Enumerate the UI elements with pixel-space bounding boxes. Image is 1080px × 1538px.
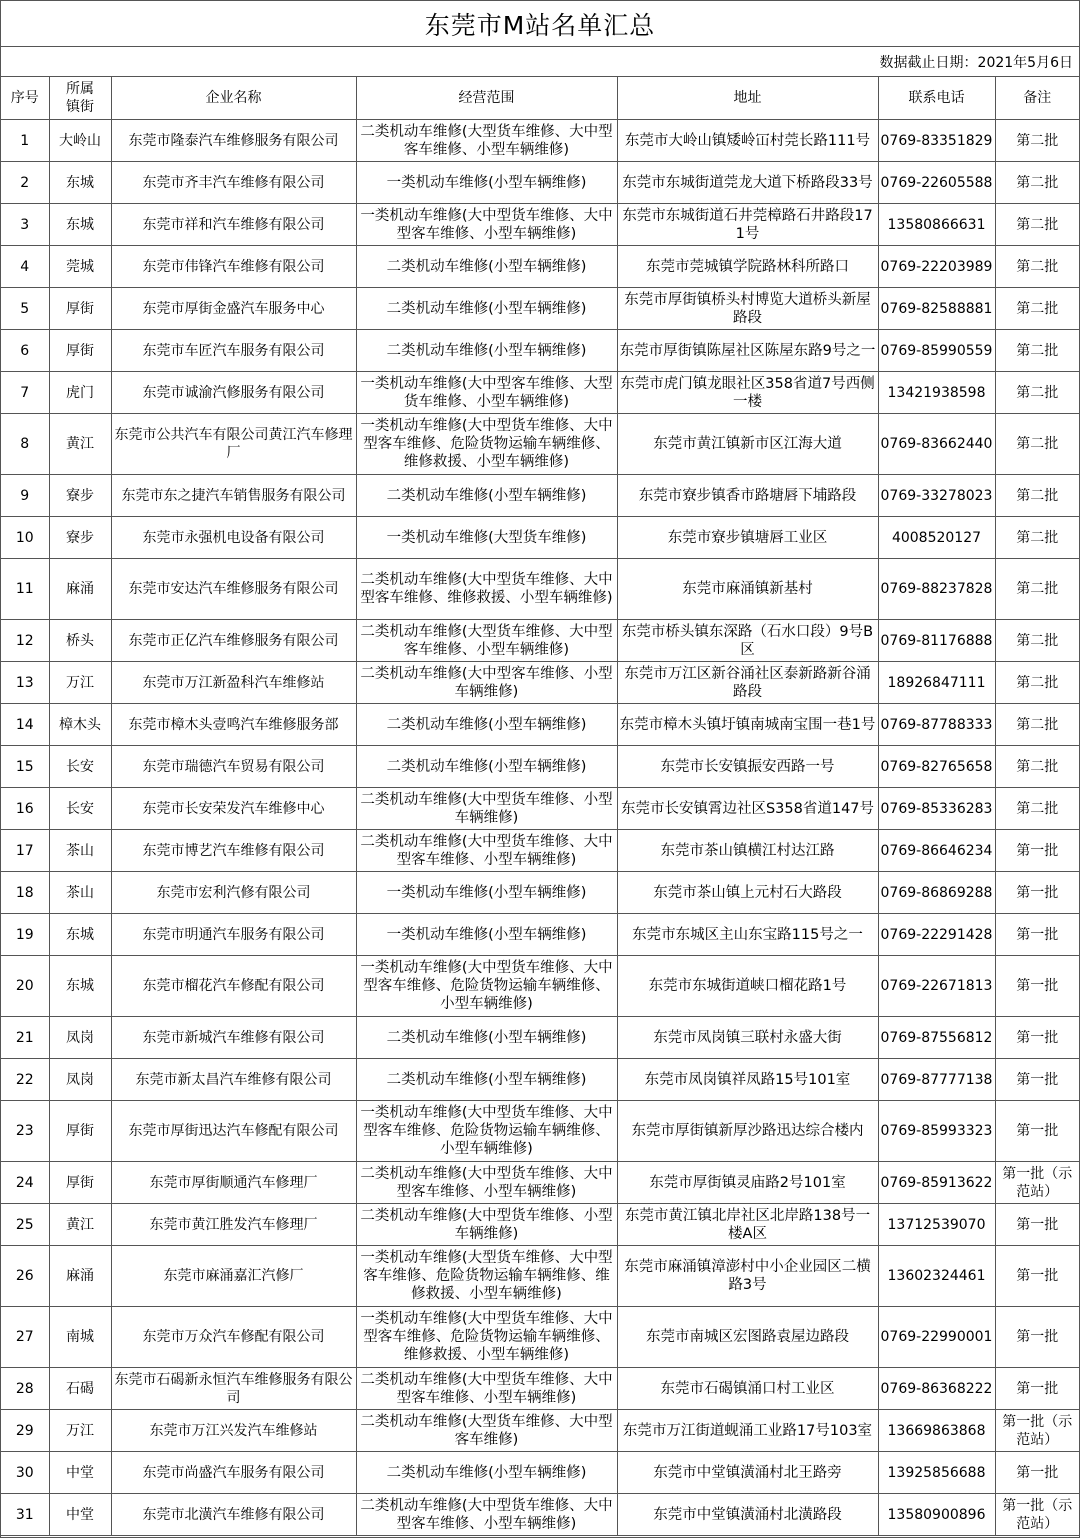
cell-address: 东莞市东城街道莞龙大道下桥路段33号 — [617, 162, 878, 204]
cell-address: 东莞市中堂镇潢涌村北王路旁 — [617, 1452, 878, 1494]
cell-name: 东莞市公共汽车有限公司黄江汽车修理厂 — [111, 414, 356, 475]
cell-note: 第二批 — [995, 372, 1079, 414]
cell-note: 第二批 — [995, 414, 1079, 475]
cell-address: 东莞市厚街镇桥头村博览大道桥头新屋路段 — [617, 288, 878, 330]
table-row — [1, 204, 1079, 246]
cell-town: 长安 — [49, 788, 111, 830]
cell-phone: 13712539070 — [878, 1204, 995, 1246]
cell-note: 第二批 — [995, 120, 1079, 162]
cell-note: 第一批 — [995, 1368, 1079, 1410]
table-row — [1, 372, 1079, 414]
cell-address: 东莞市长安镇霄边社区S358省道147号 — [617, 788, 878, 830]
cell-name: 东莞市万众汽车修配有限公司 — [111, 1307, 356, 1368]
cell-scope: 一类机动车维修(大中型货车维修、大中型客车维修、危险货物运输车辆维修、维修救援、小型车辆维修) — [356, 414, 617, 475]
cell-no: 17 — [1, 830, 49, 872]
cell-no: 31 — [1, 1494, 49, 1536]
cell-phone: 0769-83351829 — [878, 120, 995, 162]
cell-scope: 一类机动车维修(大中型货车维修、大中型客车维修、小型车辆维修) — [356, 204, 617, 246]
cell-phone: 18926847111 — [878, 662, 995, 704]
cell-name: 东莞市隆泰汽车维修服务有限公司 — [111, 120, 356, 162]
table-row — [1, 1204, 1079, 1246]
cell-address: 东莞市厚街镇新厚沙路迅达综合楼内 — [617, 1101, 878, 1162]
table-body — [1, 120, 1079, 1536]
cell-no: 23 — [1, 1101, 49, 1162]
cell-no: 9 — [1, 475, 49, 517]
cell-name: 东莞市永强机电设备有限公司 — [111, 517, 356, 559]
cell-phone: 0769-22203989 — [878, 246, 995, 288]
cell-address: 东莞市黄江镇新市区江海大道 — [617, 414, 878, 475]
cell-town: 中堂 — [49, 1452, 111, 1494]
cell-phone: 0769-86368222 — [878, 1368, 995, 1410]
cell-phone: 13421938598 — [878, 372, 995, 414]
cell-name: 东莞市瑞德汽车贸易有限公司 — [111, 746, 356, 788]
header-name: 企业名称 — [111, 77, 356, 120]
cell-no: 21 — [1, 1017, 49, 1059]
cell-note: 第一批 — [995, 872, 1079, 914]
header-no: 序号 — [1, 77, 49, 120]
cell-address: 东莞市南城区宏图路袁屋边路段 — [617, 1307, 878, 1368]
cell-town: 长安 — [49, 746, 111, 788]
cell-name: 东莞市尚盛汽车服务有限公司 — [111, 1452, 356, 1494]
cell-note: 第二批 — [995, 288, 1079, 330]
cell-scope: 二类机动车维修(小型车辆维修) — [356, 246, 617, 288]
table-row — [1, 1307, 1079, 1368]
station-table — [1, 77, 1079, 1536]
cell-scope: 二类机动车维修(小型车辆维修) — [356, 1452, 617, 1494]
cell-no: 1 — [1, 120, 49, 162]
cell-scope: 二类机动车维修(小型车辆维修) — [356, 704, 617, 746]
cell-town: 莞城 — [49, 246, 111, 288]
cell-no: 25 — [1, 1204, 49, 1246]
cell-address: 东莞市中堂镇潢涌村北潢路段 — [617, 1494, 878, 1536]
cell-address: 东莞市大岭山镇矮岭冚村莞长路111号 — [617, 120, 878, 162]
cell-scope: 二类机动车维修(大型货车维修、大中型客车维修) — [356, 1410, 617, 1452]
cell-no: 30 — [1, 1452, 49, 1494]
cell-town: 石碣 — [49, 1368, 111, 1410]
cell-phone: 13580866631 — [878, 204, 995, 246]
cell-phone: 0769-87788333 — [878, 704, 995, 746]
cell-town: 东城 — [49, 204, 111, 246]
cell-phone: 0769-22291428 — [878, 914, 995, 956]
cell-address: 东莞市厚街镇灵庙路2号101室 — [617, 1162, 878, 1204]
cell-name: 东莞市宏利汽修有限公司 — [111, 872, 356, 914]
cell-scope: 二类机动车维修(大型货车维修、大中型客车维修、小型车辆维修) — [356, 120, 617, 162]
cell-address: 东莞市石碣镇涌口村工业区 — [617, 1368, 878, 1410]
cell-scope: 二类机动车维修(大中型货车维修、小型车辆维修) — [356, 1204, 617, 1246]
cell-note: 第一批 — [995, 830, 1079, 872]
header-phone: 联系电话 — [878, 77, 995, 120]
cell-note: 第一批 — [995, 1101, 1079, 1162]
cell-town: 寮步 — [49, 475, 111, 517]
cell-no: 19 — [1, 914, 49, 956]
cell-note: 第二批 — [995, 559, 1079, 620]
cell-scope: 二类机动车维修(小型车辆维修) — [356, 288, 617, 330]
cell-town: 樟木头 — [49, 704, 111, 746]
cell-scope: 一类机动车维修(大中型货车维修、大中型客车维修、危险货物运输车辆维修、小型车辆维修) — [356, 1101, 617, 1162]
cell-phone: 13602324461 — [878, 1246, 995, 1307]
cell-address: 东莞市桥头镇东深路（石水口段）9号B区 — [617, 620, 878, 662]
cell-address: 东莞市万江街道蚬涌工业路17号103室 — [617, 1410, 878, 1452]
cell-no: 28 — [1, 1368, 49, 1410]
table-row — [1, 746, 1079, 788]
cell-scope: 二类机动车维修(小型车辆维修) — [356, 475, 617, 517]
cell-scope: 二类机动车维修(小型车辆维修) — [356, 1017, 617, 1059]
table-row — [1, 1162, 1079, 1204]
cell-scope: 一类机动车维修(小型车辆维修) — [356, 162, 617, 204]
cell-scope: 一类机动车维修(大中型客车维修、大型货车维修、小型车辆维修) — [356, 372, 617, 414]
cell-no: 13 — [1, 662, 49, 704]
cell-town: 茶山 — [49, 872, 111, 914]
cell-phone: 0769-82765658 — [878, 746, 995, 788]
cell-no: 7 — [1, 372, 49, 414]
table-row — [1, 788, 1079, 830]
cell-name: 东莞市伟锋汽车维修有限公司 — [111, 246, 356, 288]
cell-scope: 二类机动车维修(小型车辆维修) — [356, 330, 617, 372]
cell-scope: 一类机动车维修(大中型货车维修、大中型客车维修、危险货物运输车辆维修、维修救援、小型车辆维修) — [356, 1307, 617, 1368]
cell-name: 东莞市博艺汽车维修有限公司 — [111, 830, 356, 872]
table-row — [1, 559, 1079, 620]
cell-town: 凤岗 — [49, 1059, 111, 1101]
table-row — [1, 1494, 1079, 1536]
cell-note: 第一批（示范站） — [995, 1494, 1079, 1536]
cell-note: 第二批 — [995, 704, 1079, 746]
cell-address: 东莞市麻涌镇新基村 — [617, 559, 878, 620]
cell-no: 5 — [1, 288, 49, 330]
cell-no: 2 — [1, 162, 49, 204]
cell-no: 14 — [1, 704, 49, 746]
cell-no: 22 — [1, 1059, 49, 1101]
page-title: 东莞市M站名单汇总 — [1, 1, 1079, 47]
cell-town: 大岭山 — [49, 120, 111, 162]
cell-scope: 二类机动车维修(大中型货车维修、大中型客车维修、小型车辆维修) — [356, 1368, 617, 1410]
cell-phone: 4008520127 — [878, 517, 995, 559]
cell-town: 黄江 — [49, 414, 111, 475]
cell-no: 12 — [1, 620, 49, 662]
cell-address: 东莞市东城街道石井莞樟路石井路段171号 — [617, 204, 878, 246]
cell-name: 东莞市齐丰汽车维修有限公司 — [111, 162, 356, 204]
cell-town: 万江 — [49, 1410, 111, 1452]
cell-no: 3 — [1, 204, 49, 246]
cell-phone: 0769-81176888 — [878, 620, 995, 662]
header-scope: 经营范围 — [356, 77, 617, 120]
cell-address: 东莞市万江区新谷涌社区泰新路新谷涌路段 — [617, 662, 878, 704]
cell-no: 27 — [1, 1307, 49, 1368]
cell-name: 东莞市正亿汽车维修服务有限公司 — [111, 620, 356, 662]
cell-name: 东莞市万江新盈科汽车维修站 — [111, 662, 356, 704]
cell-name: 东莞市厚街金盛汽车服务中心 — [111, 288, 356, 330]
cell-note: 第二批 — [995, 162, 1079, 204]
cell-scope: 一类机动车维修(小型车辆维修) — [356, 872, 617, 914]
cell-note: 第二批 — [995, 620, 1079, 662]
cell-address: 东莞市凤岗镇三联村永盛大街 — [617, 1017, 878, 1059]
cell-no: 18 — [1, 872, 49, 914]
cell-phone: 0769-22671813 — [878, 956, 995, 1017]
cell-address: 东莞市茶山镇横江村达江路 — [617, 830, 878, 872]
cell-phone: 0769-22605588 — [878, 162, 995, 204]
cell-no: 4 — [1, 246, 49, 288]
table-row — [1, 1017, 1079, 1059]
cell-address: 东莞市莞城镇学院路林科所路口 — [617, 246, 878, 288]
cell-name: 东莞市樟木头壹鸣汽车维修服务部 — [111, 704, 356, 746]
table-row — [1, 162, 1079, 204]
cell-note: 第二批 — [995, 204, 1079, 246]
cell-town: 东城 — [49, 956, 111, 1017]
cell-no: 29 — [1, 1410, 49, 1452]
cell-town: 桥头 — [49, 620, 111, 662]
cell-scope: 二类机动车维修(大中型客车维修、小型车辆维修) — [356, 662, 617, 704]
table-row — [1, 1410, 1079, 1452]
cell-note: 第一批 — [995, 1059, 1079, 1101]
cell-scope: 一类机动车维修(大型货车维修) — [356, 517, 617, 559]
cell-town: 厚街 — [49, 1162, 111, 1204]
cell-town: 虎门 — [49, 372, 111, 414]
cell-name: 东莞市厚街迅达汽车修配有限公司 — [111, 1101, 356, 1162]
cell-scope: 二类机动车维修(大型货车维修、大中型客车维修、小型车辆维修) — [356, 620, 617, 662]
table-row — [1, 1059, 1079, 1101]
cell-name: 东莞市东之捷汽车销售服务有限公司 — [111, 475, 356, 517]
cell-phone: 0769-88237828 — [878, 559, 995, 620]
table-row — [1, 330, 1079, 372]
cell-no: 20 — [1, 956, 49, 1017]
table-row — [1, 246, 1079, 288]
cell-note: 第一批 — [995, 956, 1079, 1017]
cell-town: 寮步 — [49, 517, 111, 559]
cell-address: 东莞市麻涌镇漳澎村中小企业园区二横路3号 — [617, 1246, 878, 1307]
cell-town: 茶山 — [49, 830, 111, 872]
cell-name: 东莞市万江兴发汽车维修站 — [111, 1410, 356, 1452]
cell-town: 厚街 — [49, 330, 111, 372]
cell-phone: 0769-85993323 — [878, 1101, 995, 1162]
cell-address: 东莞市寮步镇香市路塘唇下埔路段 — [617, 475, 878, 517]
cell-no: 11 — [1, 559, 49, 620]
cell-name: 东莞市北潢汽车维修有限公司 — [111, 1494, 356, 1536]
cell-no: 10 — [1, 517, 49, 559]
cell-address: 东莞市寮步镇塘唇工业区 — [617, 517, 878, 559]
cell-phone: 0769-22990001 — [878, 1307, 995, 1368]
cell-name: 东莞市祥和汽车维修有限公司 — [111, 204, 356, 246]
cell-address: 东莞市长安镇振安西路一号 — [617, 746, 878, 788]
cell-name: 东莞市明通汽车服务有限公司 — [111, 914, 356, 956]
cell-note: 第二批 — [995, 475, 1079, 517]
cell-phone: 0769-33278023 — [878, 475, 995, 517]
cell-phone: 13925856688 — [878, 1452, 995, 1494]
cell-phone: 0769-87556812 — [878, 1017, 995, 1059]
cell-town: 凤岗 — [49, 1017, 111, 1059]
cell-town: 南城 — [49, 1307, 111, 1368]
table-row — [1, 1368, 1079, 1410]
table-row — [1, 1101, 1079, 1162]
cell-name: 东莞市新太昌汽车维修有限公司 — [111, 1059, 356, 1101]
cell-town: 厚街 — [49, 1101, 111, 1162]
cell-name: 东莞市麻涌嘉汇汽修厂 — [111, 1246, 356, 1307]
cell-scope: 一类机动车维修(大中型货车维修、大中型客车维修、危险货物运输车辆维修、小型车辆维修) — [356, 956, 617, 1017]
cell-note: 第一批 — [995, 914, 1079, 956]
table-row — [1, 830, 1079, 872]
cell-note: 第一批（示范站） — [995, 1162, 1079, 1204]
cell-no: 16 — [1, 788, 49, 830]
cell-phone: 0769-85990559 — [878, 330, 995, 372]
cell-address: 东莞市厚街镇陈屋社区陈屋东路9号之一 — [617, 330, 878, 372]
table-row — [1, 914, 1079, 956]
table-row — [1, 1452, 1079, 1494]
cell-note: 第二批 — [995, 246, 1079, 288]
table-row — [1, 662, 1079, 704]
cell-note: 第二批 — [995, 788, 1079, 830]
cell-scope: 二类机动车维修(大中型货车维修、大中型客车维修、小型车辆维修) — [356, 1494, 617, 1536]
cell-town: 东城 — [49, 162, 111, 204]
cell-note: 第一批 — [995, 1204, 1079, 1246]
cell-name: 东莞市石碣新永恒汽车维修服务有限公司 — [111, 1368, 356, 1410]
cell-name: 东莞市黄江胜发汽车修理厂 — [111, 1204, 356, 1246]
cell-scope: 二类机动车维修(大中型货车维修、大中型客车维修、小型车辆维修) — [356, 830, 617, 872]
cell-phone: 0769-82588881 — [878, 288, 995, 330]
table-row — [1, 288, 1079, 330]
cell-scope: 一类机动车维修(小型车辆维修) — [356, 914, 617, 956]
cell-scope: 一类机动车维修(大型货车维修、大中型客车维修、危险货物运输车辆维修、维修救援、小型车辆维修) — [356, 1246, 617, 1307]
table-row — [1, 475, 1079, 517]
table-row — [1, 1246, 1079, 1307]
table-row — [1, 872, 1079, 914]
cell-phone: 0769-86869288 — [878, 872, 995, 914]
table-row — [1, 120, 1079, 162]
header-town: 所属 镇街 — [49, 77, 111, 120]
cell-name: 东莞市厚街顺通汽车修理厂 — [111, 1162, 356, 1204]
cell-town: 麻涌 — [49, 559, 111, 620]
header-note: 备注 — [995, 77, 1079, 120]
cell-address: 东莞市樟木头镇圩镇南城南宝围一巷1号 — [617, 704, 878, 746]
cell-scope: 二类机动车维修(大中型货车维修、小型车辆维修) — [356, 788, 617, 830]
cell-no: 6 — [1, 330, 49, 372]
table-header — [1, 77, 1079, 120]
cell-note: 第一批 — [995, 1017, 1079, 1059]
cell-scope: 二类机动车维修(大中型货车维修、大中型客车维修、维修救援、小型车辆维修) — [356, 559, 617, 620]
cell-name: 东莞市车匠汽车服务有限公司 — [111, 330, 356, 372]
cell-note: 第二批 — [995, 662, 1079, 704]
cell-phone: 0769-83662440 — [878, 414, 995, 475]
cell-scope: 二类机动车维修(小型车辆维修) — [356, 1059, 617, 1101]
cell-phone: 0769-85336283 — [878, 788, 995, 830]
cell-town: 黄江 — [49, 1204, 111, 1246]
table-row — [1, 956, 1079, 1017]
cell-address: 东莞市虎门镇龙眼社区358省道7号西侧一楼 — [617, 372, 878, 414]
cell-phone: 13580900896 — [878, 1494, 995, 1536]
cell-phone: 13669863868 — [878, 1410, 995, 1452]
date-note: 数据截止日期：2021年5月6日 — [1, 47, 1079, 77]
cell-address: 东莞市东城街道峡口榴花路1号 — [617, 956, 878, 1017]
cell-name: 东莞市长安荣发汽车维修中心 — [111, 788, 356, 830]
cell-scope: 二类机动车维修(大中型货车维修、大中型客车维修、小型车辆维修) — [356, 1162, 617, 1204]
cell-note: 第一批 — [995, 1246, 1079, 1307]
table-row — [1, 620, 1079, 662]
table-row — [1, 704, 1079, 746]
cell-town: 万江 — [49, 662, 111, 704]
cell-address: 东莞市东城区主山东宝路115号之一 — [617, 914, 878, 956]
cell-name: 东莞市新城汽车维修有限公司 — [111, 1017, 356, 1059]
cell-note: 第一批（示范站） — [995, 1410, 1079, 1452]
cell-phone: 0769-85913622 — [878, 1162, 995, 1204]
cell-no: 24 — [1, 1162, 49, 1204]
cell-address: 东莞市茶山镇上元村石大路段 — [617, 872, 878, 914]
cell-name: 东莞市榴花汽车修配有限公司 — [111, 956, 356, 1017]
cell-no: 8 — [1, 414, 49, 475]
cell-town: 东城 — [49, 914, 111, 956]
cell-phone: 0769-86646234 — [878, 830, 995, 872]
header-address: 地址 — [617, 77, 878, 120]
cell-name: 东莞市诚渝汽修服务有限公司 — [111, 372, 356, 414]
cell-town: 麻涌 — [49, 1246, 111, 1307]
cell-note: 第二批 — [995, 517, 1079, 559]
cell-note: 第二批 — [995, 330, 1079, 372]
cell-phone: 0769-87777138 — [878, 1059, 995, 1101]
cell-note: 第一批 — [995, 1307, 1079, 1368]
cell-no: 15 — [1, 746, 49, 788]
table-row — [1, 414, 1079, 475]
cell-address: 东莞市凤岗镇祥凤路15号101室 — [617, 1059, 878, 1101]
cell-town: 中堂 — [49, 1494, 111, 1536]
cell-name: 东莞市安达汽车维修服务有限公司 — [111, 559, 356, 620]
table-row — [1, 517, 1079, 559]
cell-scope: 二类机动车维修(小型车辆维修) — [356, 746, 617, 788]
cell-note: 第二批 — [995, 746, 1079, 788]
cell-address: 东莞市黄江镇北岸社区北岸路138号一楼A区 — [617, 1204, 878, 1246]
cell-no: 26 — [1, 1246, 49, 1307]
cell-note: 第一批 — [995, 1452, 1079, 1494]
cell-town: 厚街 — [49, 288, 111, 330]
